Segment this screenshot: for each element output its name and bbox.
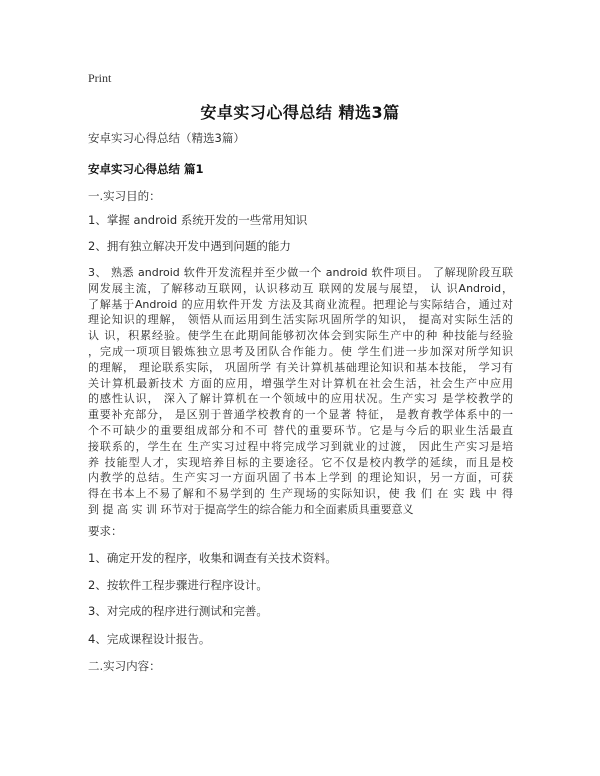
paragraph-line: 重要补充部分， 是区别于普通学校教育的一个显著 特征， 是教育教学体系中的一 xyxy=(88,408,513,422)
goal-item-1: 1、掌握 android 系统开发的一些常用知识 xyxy=(88,213,308,227)
paragraph-line: 3、 熟悉 android 软件开发流程并至少做一个 android 软件项目。 了解现阶段互联 xyxy=(88,266,513,279)
print-label: Print xyxy=(88,71,112,85)
document-title: 安卓实习心得总结 精选3篇 xyxy=(200,103,400,122)
paragraph-line: 的理解， 理论联系实际， 巩固所学 有关计算机基础理论知识和基本技能， 学习有 xyxy=(88,360,513,374)
section-heading: 安卓实习心得总结 篇1 xyxy=(88,162,204,176)
paragraph-line: ，完成一项项目锻炼独立思考及团队合作能力。使 学生们进一步加深对所学知识 xyxy=(88,344,513,358)
requirement-item-3: 3、对完成的程序进行测试和完善。 xyxy=(88,604,268,618)
paragraph-line: 理论知识的理解， 领悟从而运用到生活实际巩固所学的知识， 提高对实际生活的 xyxy=(88,313,513,327)
goal-heading: 一.实习目的： xyxy=(88,189,161,203)
requirement-item-4: 4、完成课程设计报告。 xyxy=(88,632,211,646)
paragraph-line: 内教学的总结。生产实习一方面巩固了书本上学到 的理论知识，另一方面，可获 xyxy=(88,471,513,485)
requirement-item-2: 2、按软件工程步骤进行程序设计。 xyxy=(88,578,268,592)
paragraph-line: 养 技能型人才，实现培养目标的主要途径。它不仅是校内教学的延续，而且是校 xyxy=(88,455,513,469)
requirement-item-1: 1、确定开发的程序，收集和调查有关技术资料。 xyxy=(88,551,337,565)
paragraph-line: 认 识，积累经验。使学生在此期间能够初次体会到实际生产中的种 种技能与经验 xyxy=(88,329,513,343)
requirements-heading: 要求： xyxy=(88,524,123,538)
paragraph-line: 的感性认识， 深入了解计算机在一个领域中的应用状况。生产实习 是学校教学的 xyxy=(88,392,513,406)
paragraph-line: 个不可缺少的重要组成部分和不可 替代的重要环节。它是与今后的职业生活最直 xyxy=(88,423,513,437)
paragraph-line: 到 提 高 实 训 环节对于提高学生的综合能力和全面素质具重要意义 xyxy=(88,502,414,516)
paragraph-line: 了解基于Android 的应用软件开发 方法及其商业流程。把理论与实际结合，通过对 xyxy=(88,297,513,311)
goal-item-3-paragraph xyxy=(88,265,513,518)
paragraph-line: 接联系的，学生在 生产实习过程中将完成学习到就业的过渡， 因此生产实习是培 xyxy=(88,439,513,453)
goal-item-2: 2、拥有独立解决开发中遇到问题的能力 xyxy=(88,239,291,253)
paragraph-line: 得在书本上不易了解和不易学到的 生产现场的实际知识，使 我 们 在 实 践 中 得 xyxy=(88,487,513,501)
document-subtitle: 安卓实习心得总结（精选3篇） xyxy=(88,131,245,145)
paragraph-line: 网发展主流，了解移动互联网，认识移动互 联网的发展与展望， 认 识Android， xyxy=(88,281,513,295)
content-heading: 二.实习内容： xyxy=(88,659,161,673)
paragraph-line: 关计算机最新技术 方面的应用，增强学生对计算机在社会生活，社会生产中应用 xyxy=(88,376,513,390)
